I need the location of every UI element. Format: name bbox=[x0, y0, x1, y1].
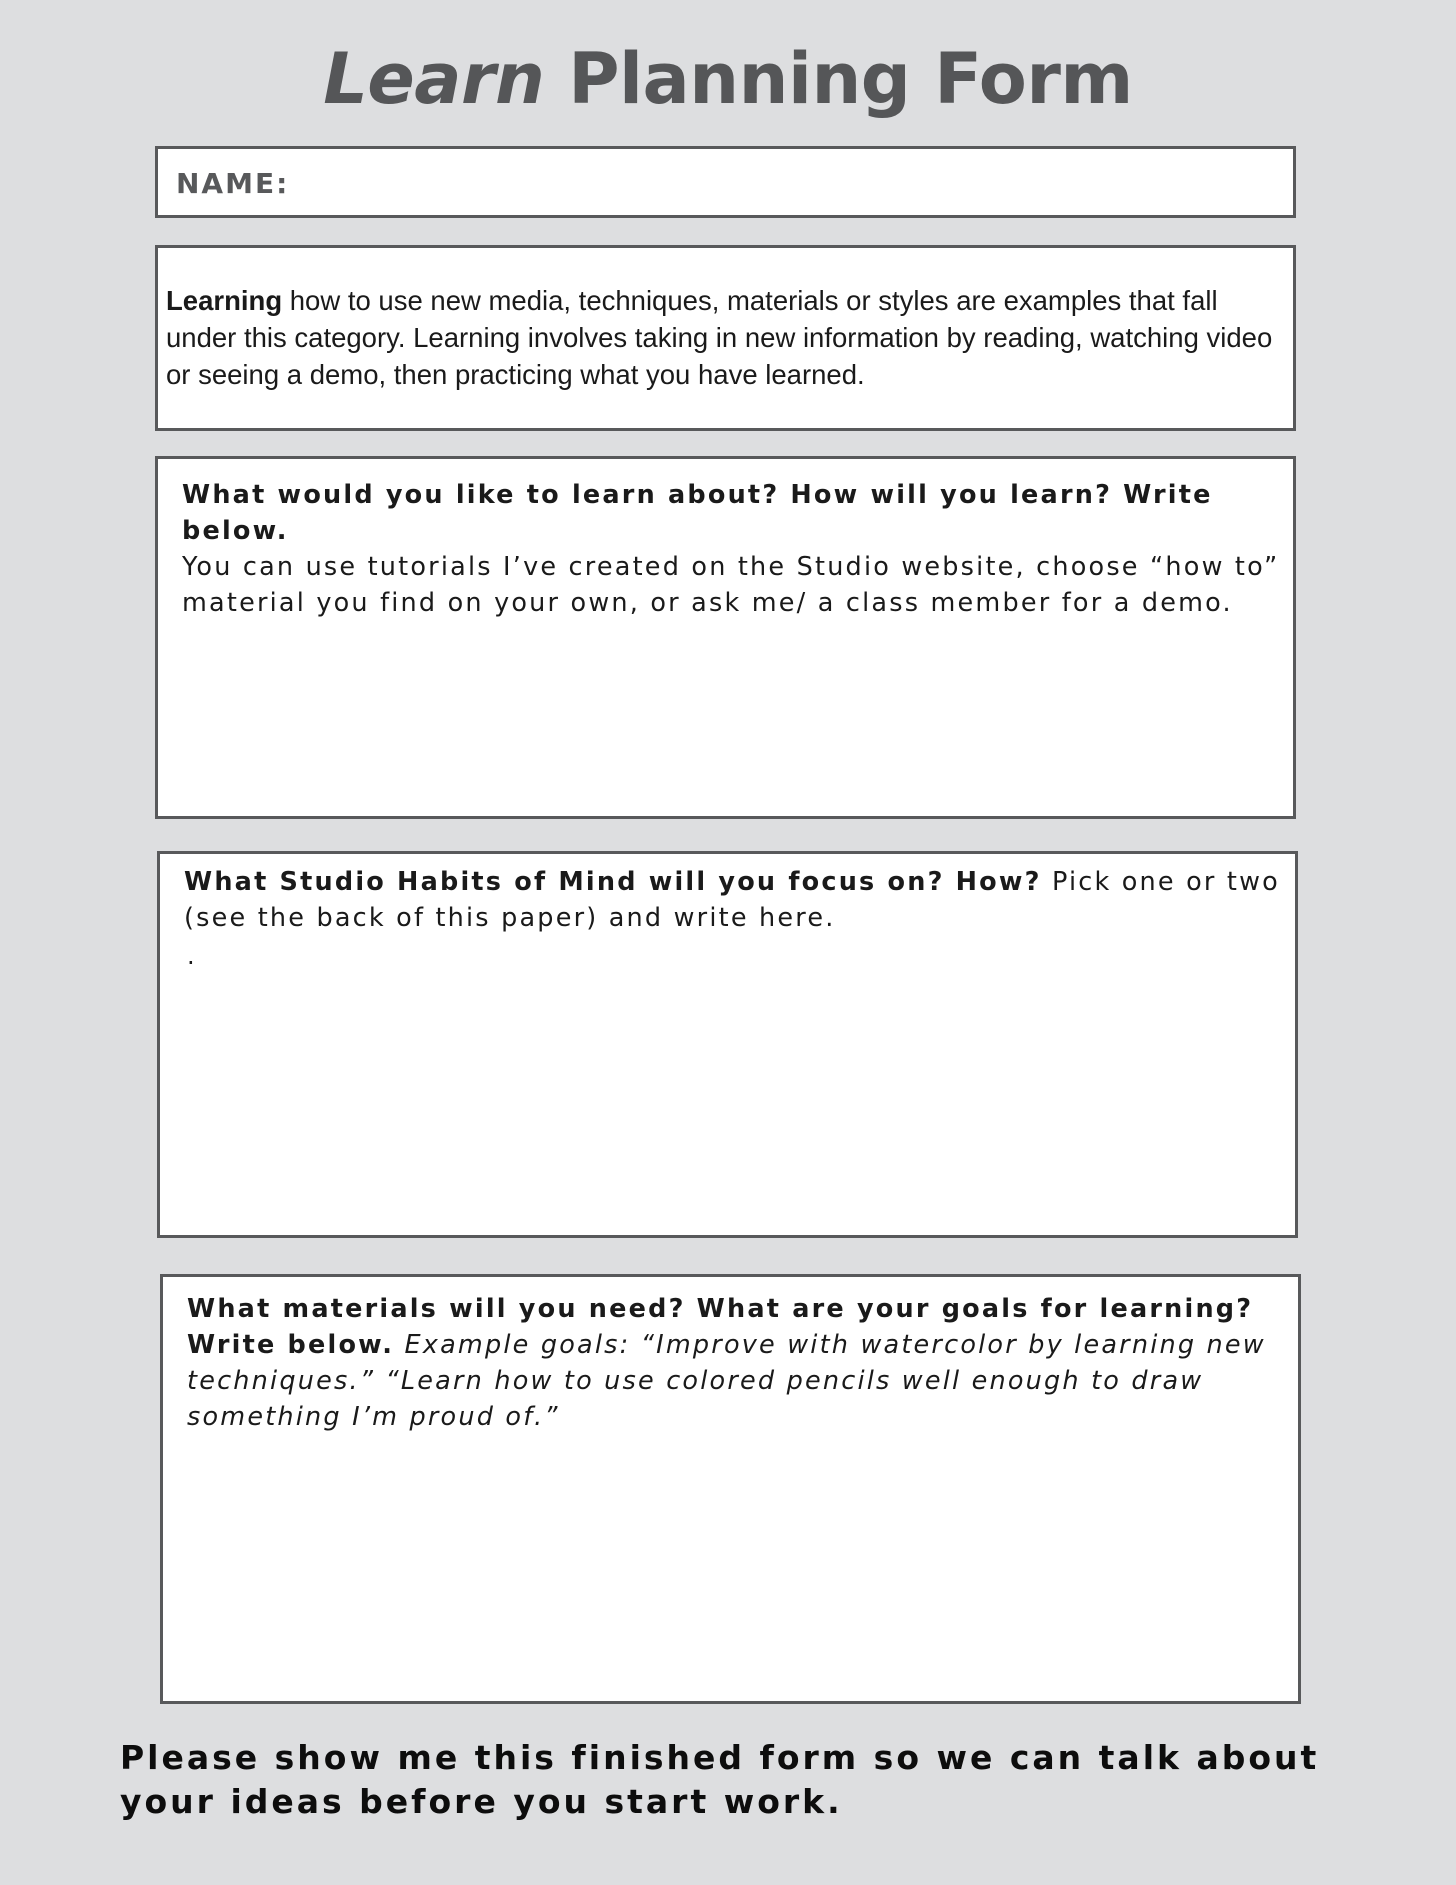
question-2-text bbox=[184, 864, 1284, 936]
question-3-text bbox=[187, 1291, 1287, 1435]
question-2-dot: . bbox=[187, 942, 195, 970]
name-field[interactable] bbox=[155, 146, 1296, 218]
description-body: how to use new media, techniques, materials or styles are examples that fall under this category. Learning involves taking in new information by reading, watching video or seeing a demo, then practicing what you have learned. bbox=[166, 285, 1273, 390]
description-text bbox=[166, 282, 1286, 393]
title-rest: Planning Form bbox=[544, 38, 1133, 120]
question-3-italic: Example goals: “Improve with watercolor by learning new techniques.” “Learn how to use colored pencils well enough to draw something I’m proud of.” bbox=[187, 1330, 1266, 1432]
question-1-bold: What would you like to learn about? How will you learn? Write below. bbox=[182, 480, 1213, 546]
question-3-box[interactable] bbox=[160, 1274, 1301, 1704]
question-2-bold: What Studio Habits of Mind will you focus on? How? bbox=[184, 867, 1042, 897]
footer-note: Please show me this finished form so we can talk about your ideas before you start work. bbox=[120, 1738, 1320, 1821]
question-3-bold: What materials will you need? What are your goals for learning? Write below. bbox=[187, 1294, 1254, 1360]
description-box bbox=[155, 245, 1296, 431]
question-2-box[interactable] bbox=[157, 851, 1298, 1238]
question-2-body: Pick one or two (see the back of this paper) and write here. bbox=[184, 867, 1280, 933]
description-bold-lead: Learning bbox=[166, 285, 283, 316]
question-1-text bbox=[182, 477, 1282, 621]
page-title bbox=[0, 34, 1456, 124]
name-label: NAME: bbox=[176, 167, 290, 200]
question-1-box[interactable] bbox=[155, 456, 1296, 819]
title-italic-word: Learn bbox=[323, 38, 545, 120]
question-1-body: You can use tutorials I’ve created on the Studio website, choose “how to” material you find on your own, or ask me/ a class member for a demo. bbox=[182, 552, 1280, 618]
